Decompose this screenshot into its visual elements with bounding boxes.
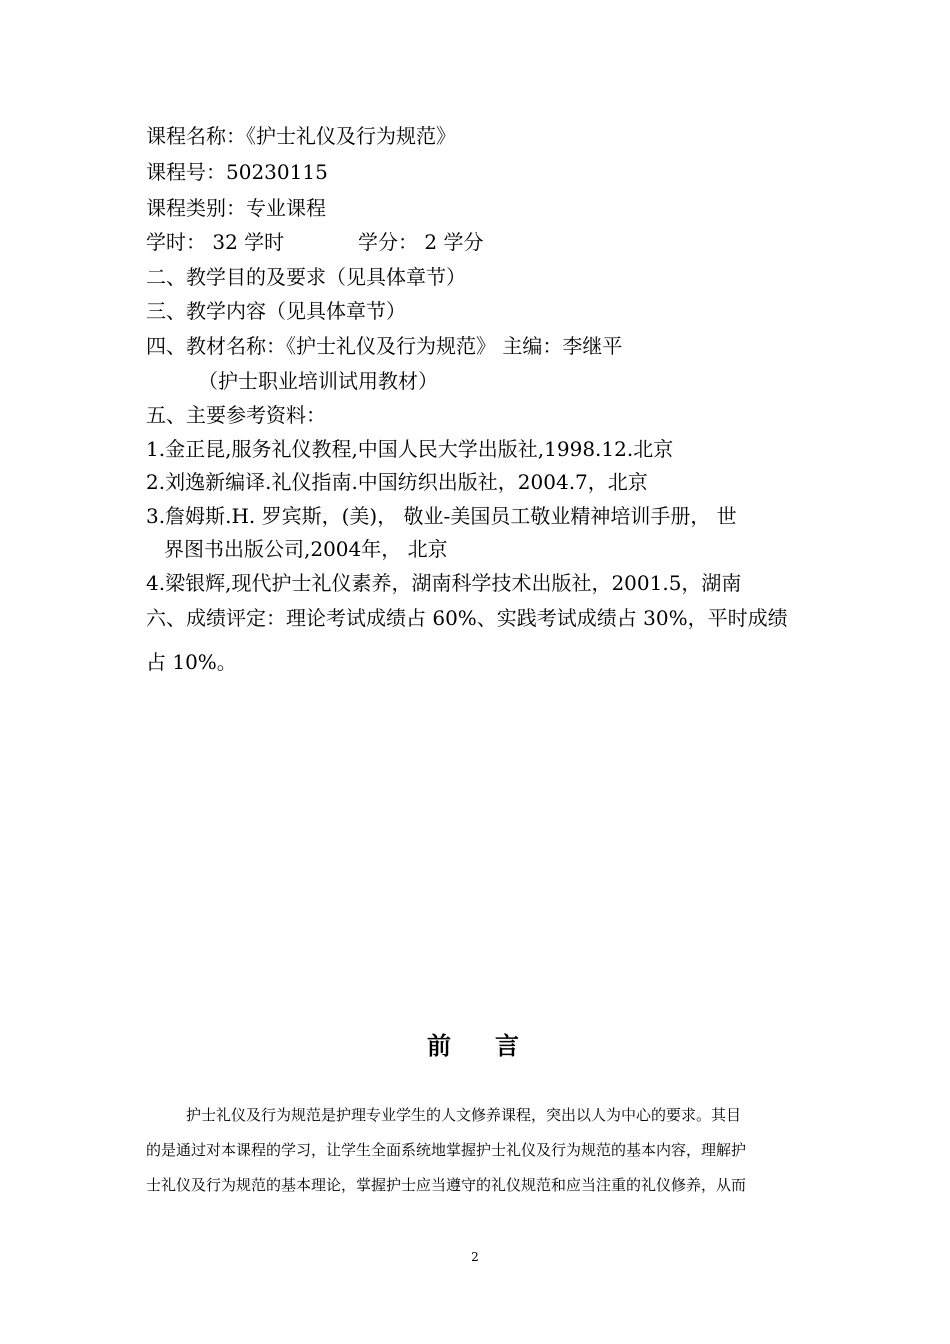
reference-3: 3.詹姆斯.H. 罗宾斯，(美)， 敬业-美国员工敬业精神培训手册， 世 <box>146 504 737 528</box>
section-textbook-note: （护士职业培训试用教材） <box>198 369 438 393</box>
course-hours: 学时： 32 学时 <box>146 230 285 254</box>
course-category: 课程类别：专业课程 <box>146 196 326 220</box>
preface-line-2: 的是通过对本课程的学习，让学生全面系统地掌握护士礼仪及行为规范的基本内容，理解护 <box>146 1141 747 1159</box>
preface-line-3: 士礼仪及行为规范的基本理论，掌握护士应当遵守的礼仪规范和应当注重的礼仪修养，从而 <box>146 1176 747 1194</box>
preface-title-char-2: 言 <box>495 1031 523 1060</box>
course-number: 课程号：50230115 <box>146 160 328 184</box>
section-grading-continued: 占 10%。 <box>146 650 237 674</box>
reference-3-continued: 界图书出版公司,2004年， 北京 <box>164 537 448 561</box>
preface-title-char-1: 前 <box>427 1031 455 1060</box>
section-objectives: 二、教学目的及要求（见具体章节） <box>146 265 466 289</box>
section-content: 三、教学内容（见具体章节） <box>146 299 406 323</box>
page-number: 2 <box>471 1250 479 1264</box>
course-credits: 学分： 2 学分 <box>358 230 484 254</box>
reference-4: 4.梁银辉,现代护士礼仪素养，湖南科学技术出版社，2001.5，湖南 <box>146 571 742 595</box>
preface-title <box>0 1026 950 1061</box>
reference-2: 2.刘逸新编译.礼仪指南.中国纺织出版社，2004.7，北京 <box>146 470 648 494</box>
section-references-heading: 五、主要参考资料： <box>146 403 326 427</box>
reference-1: 1.金正昆,服务礼仪教程,中国人民大学出版社,1998.12.北京 <box>146 437 674 461</box>
section-grading: 六、成绩评定：理论考试成绩占 60%、实践考试成绩占 30%，平时成绩 <box>146 606 788 630</box>
course-name: 课程名称：《护士礼仪及行为规范》 <box>146 124 456 148</box>
section-textbook: 四、教材名称：《护士礼仪及行为规范》 主编：李继平 <box>146 334 623 358</box>
preface-line-1: 护士礼仪及行为规范是护理专业学生的人文修养课程，突出以人为中心的要求。其目 <box>186 1106 742 1124</box>
